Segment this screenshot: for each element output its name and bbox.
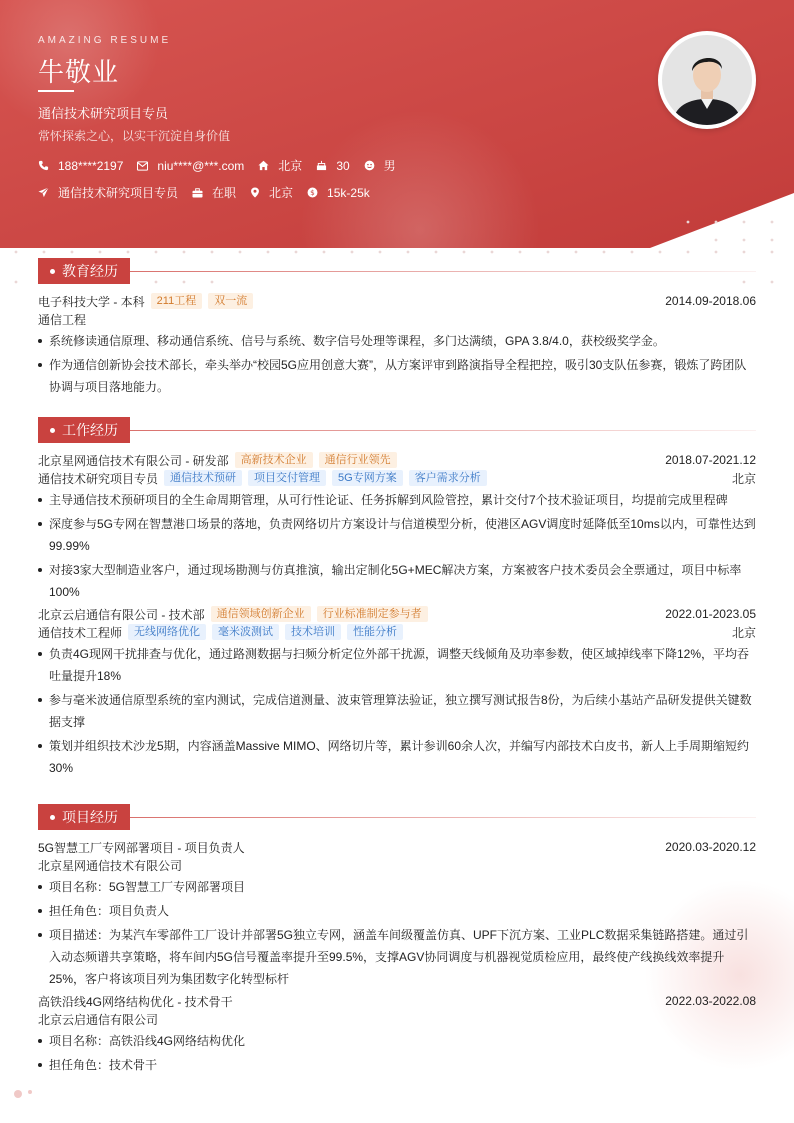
project-entry — [38, 992, 756, 1076]
major: 通信工程 — [38, 312, 87, 327]
email-text: niu****@***.com — [157, 158, 245, 173]
entry-header — [38, 605, 756, 623]
city: 北京 — [731, 471, 756, 486]
phone-text: 188****2197 — [58, 158, 124, 173]
entry-header — [38, 838, 756, 856]
job-title: 通信技术研究项目专员 — [38, 106, 169, 121]
section-divider — [130, 271, 756, 272]
company-name: 北京星网通信技术有限公司 - 研发部 — [38, 453, 229, 468]
skill-tag: 性能分析 — [347, 624, 403, 640]
work-entry — [38, 451, 756, 603]
list-item: 担任角色：项目负责人 — [38, 900, 756, 922]
bullet-list — [38, 330, 756, 398]
work-heading — [38, 417, 756, 443]
company-tag: 通信领域创新企业 — [211, 606, 311, 622]
section-divider — [130, 817, 756, 818]
entry-subline — [38, 469, 756, 487]
list-item: 深度参与5G专网在智慧港口场景的落地，负责网络切片方案设计与信道模型分析，使港区AGV调度时延降低至10ms以内，可靠性达到99.99% — [38, 513, 756, 557]
education-heading — [38, 258, 756, 284]
entry-date: 2022.01-2023.05 — [665, 607, 756, 621]
skill-tag: 通信技术预研 — [164, 470, 242, 486]
skill-tag: 客户需求分析 — [409, 470, 487, 486]
entry-subline — [38, 856, 756, 874]
role: 通信技术研究项目专员 — [38, 471, 159, 486]
gender-text: 男 — [383, 159, 396, 173]
projects-section — [38, 804, 756, 1078]
work-section — [38, 417, 756, 781]
intent-position-text: 通信技术研究项目专员 — [58, 186, 179, 200]
list-item: 项目名称：5G智慧工厂专网部署项目 — [38, 876, 756, 898]
bullet-dot — [50, 428, 55, 433]
section-divider — [130, 430, 756, 431]
skill-tag: 技术培训 — [285, 624, 341, 640]
entry-date: 2020.03-2020.12 — [665, 840, 756, 854]
skill-tag: 无线网络优化 — [128, 624, 206, 640]
bullet-list — [38, 489, 756, 603]
entry-date: 2014.09-2018.06 — [665, 294, 756, 308]
bullet-dot — [50, 269, 55, 274]
entry-header — [38, 992, 756, 1010]
list-item: 参与毫米波通信原型系统的室内测试，完成信道测量、波束管理算法验证，独立撰写测试报告8份，为后续小基站产品研发提供关键数据支撑 — [38, 689, 756, 733]
entry-date: 2018.07-2021.12 — [665, 453, 756, 467]
section-title: 项目经历 — [62, 809, 118, 825]
bullet-list — [38, 876, 756, 990]
role: 通信技术工程师 — [38, 625, 123, 640]
resume-eyebrow: AMAZING RESUME — [38, 35, 172, 46]
entry-subline — [38, 310, 756, 328]
project-org: 北京云启通信有限公司 — [38, 1012, 159, 1027]
entry-header — [38, 451, 756, 469]
school-tag: 211工程 — [151, 293, 203, 309]
education-entry — [38, 292, 756, 398]
list-item: 项目描述：为某汽车零部件工厂设计并部署5G独立专网，涵盖车间级覆盖仿真、UPF下沉方案、工业PLC数据采集链路搭建。通过引入动态频谱共享策略，将车间内5G信号覆盖率提升至99.5%，支撑AGV协同调度与机器视觉质检应用，最终使产线换线效率提升25%，客户将该项目列为集团数字化转型标杆 — [38, 924, 756, 990]
project-entry — [38, 838, 756, 990]
project-name: 5G智慧工厂专网部署项目 - 项目负责人 — [38, 840, 245, 855]
school-name: 电子科技大学 - 本科 — [38, 294, 145, 309]
company-name: 北京云启通信有限公司 - 技术部 — [38, 607, 205, 622]
list-item: 对接3家大型制造业客户，通过现场勘测与仿真推演，输出定制化5G+MEC解决方案，方案被客户技术委员会全票通过，项目中标率100% — [38, 559, 756, 603]
bullet-dot — [50, 815, 55, 820]
company-tag: 高新技术企业 — [235, 452, 313, 468]
list-item: 担任角色：技术骨干 — [38, 1054, 756, 1076]
intent-status-text: 在职 — [212, 186, 237, 200]
education-section — [38, 258, 756, 400]
work-entry — [38, 605, 756, 779]
list-item: 项目名称：高铁沿线4G网络结构优化 — [38, 1030, 756, 1052]
entry-date: 2022.03-2022.08 — [665, 994, 756, 1008]
city: 北京 — [731, 625, 756, 640]
company-tag: 通信行业领先 — [319, 452, 397, 468]
list-item: 作为通信创新协会技术部长，牵头举办“校园5G应用创意大赛”，从方案评审到路演指导全程把控，吸引30支队伍参赛，锻炼了跨团队协调与项目落地能力。 — [38, 354, 756, 398]
motto: 常怀探索之心，以实干沉淀自身价值 — [38, 129, 231, 143]
candidate-name: 牛敬业 — [38, 57, 120, 87]
project-org: 北京星网通信技术有限公司 — [38, 858, 183, 873]
school-tag: 双一流 — [208, 293, 253, 309]
entry-header — [38, 292, 756, 310]
skill-tag: 5G专网方案 — [332, 470, 403, 486]
section-tag — [38, 804, 130, 830]
bullet-list — [38, 643, 756, 779]
section-title: 工作经历 — [62, 422, 118, 438]
list-item: 负责4G现网干扰排查与优化，通过路测数据与扫频分析定位外部干扰源，调整天线倾角及功率参数，使区域掉线率下降12%，平均吞吐量提升18% — [38, 643, 756, 687]
bullet-list — [38, 1030, 756, 1076]
svg-text:$: $ — [310, 187, 315, 197]
intent-salary-text: 15k-25k — [327, 185, 370, 200]
entry-subline — [38, 623, 756, 641]
company-tag: 行业标准制定参与者 — [317, 606, 428, 622]
list-item: 系统修读通信原理、移动通信系统、信号与系统、数字信号处理等课程，多门达满绩，GPA 3.8/4.0，获校级奖学金。 — [38, 330, 756, 352]
list-item: 主导通信技术预研项目的全生命周期管理，从可行性论证、任务拆解到风险管控，累计交付7个技术验证项目，均提前完成里程碑 — [38, 489, 756, 511]
skill-tag: 项目交付管理 — [248, 470, 326, 486]
list-item: 策划并组织技术沙龙5期，内容涵盖Massive MIMO、网络切片等，累计参训60余人次，并编写内部技术白皮书，新人上手周期缩短约30% — [38, 735, 756, 779]
skill-tag: 毫米波测试 — [212, 624, 279, 640]
projects-heading — [38, 804, 756, 830]
section-tag — [38, 417, 130, 443]
intent-city-text: 北京 — [269, 186, 294, 200]
section-title: 教育经历 — [62, 263, 118, 279]
home-text: 北京 — [278, 159, 303, 173]
entry-subline — [38, 1010, 756, 1028]
age-text: 30 — [336, 158, 350, 173]
section-tag — [38, 258, 130, 284]
project-name: 高铁沿线4G网络结构优化 - 技术骨干 — [38, 994, 233, 1009]
